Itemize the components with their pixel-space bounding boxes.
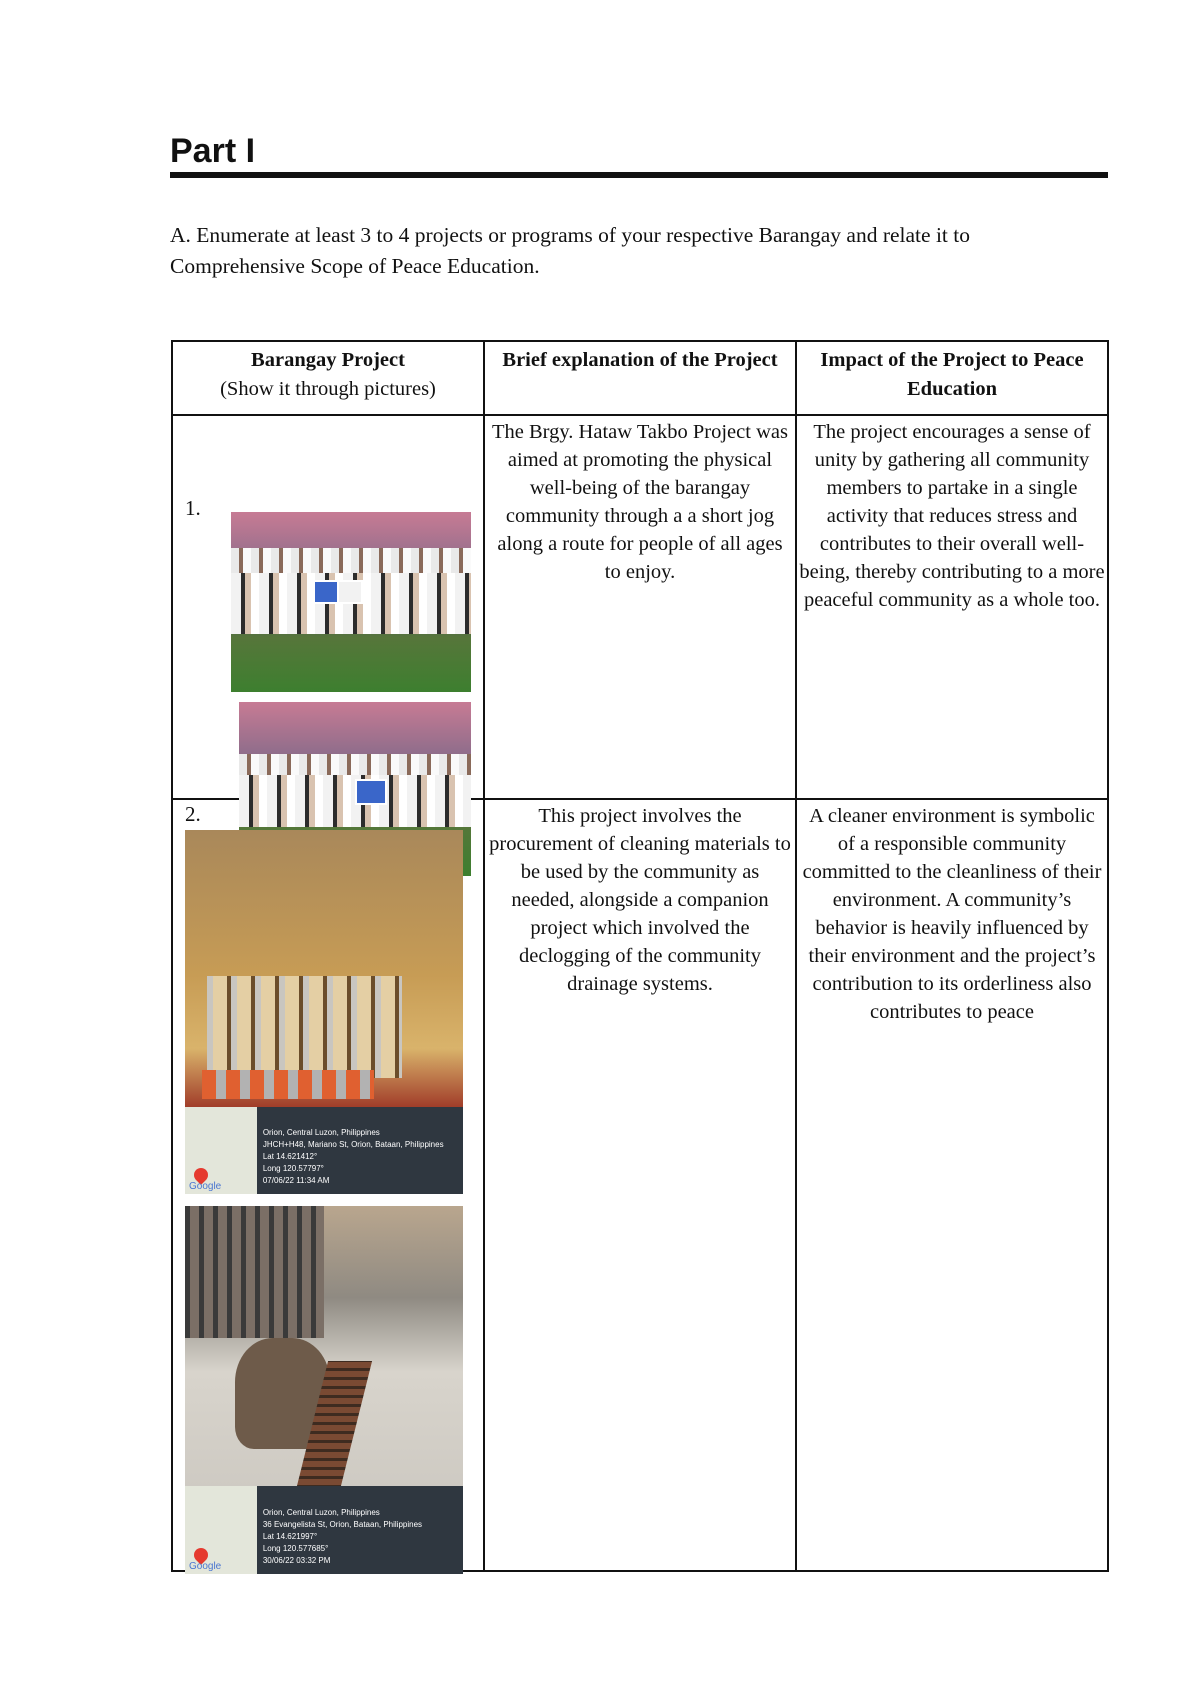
table-header-row (172, 341, 1108, 415)
header-impact: Impact of the Project to Peace Education (796, 341, 1108, 415)
map-thumbnail: Google (185, 1107, 257, 1194)
project-impact: The project encourages a sense of unity by gathering all community members to partake in a single activity that reduces stress and contributes to their overall well-being, thereby contributing to a more peaceful community as a whole too. (796, 415, 1108, 799)
cleaning-materials-photo (185, 830, 463, 1194)
table-row (172, 799, 1108, 1571)
header-col1-title: Barangay Project (251, 349, 405, 371)
row-number: 2. (185, 802, 201, 826)
header-barangay-project (172, 341, 484, 415)
header-brief-explanation: Brief explanation of the Project (484, 341, 796, 415)
table-row (172, 415, 1108, 799)
drainage-declogging-photo (185, 1206, 463, 1574)
jog-group-photo-1 (231, 512, 471, 692)
project-pictures-cell (172, 415, 484, 799)
header-col1-subtitle: (Show it through pictures) (220, 378, 436, 400)
row-number: 1. (185, 496, 201, 520)
part-heading: Part I (170, 132, 256, 170)
project-explanation: The Brgy. Hataw Takbo Project was aimed at promoting the physical well-being of the barangay community through a a short jog along a route for people of all ages to enjoy. (484, 415, 796, 799)
geotag-text: Orion, Central Luzon, Philippines 36 Evangelista St, Orion, Bataan, Philippines Lat 14.621997° Long 120.577685° 30/06/22 03:32 PM (262, 1507, 423, 1565)
project-impact: A cleaner environment is symbolic of a responsible community committed to the cleanliness of their environment. A community’s behavior is heavily influenced by their environment and the project’s contribution to its orderliness also contributes to peace (796, 799, 1108, 1571)
geotag-text: Orion, Central Luzon, Philippines JHCH+H48, Mariano St, Orion, Bataan, Philippines Lat 14.621412° Long 120.57797° 07/06/22 11:34 AM (262, 1127, 444, 1185)
project-pictures-cell (172, 799, 484, 1571)
instruction-text: A. Enumerate at least 3 to 4 projects or programs of your respective Barangay and relate it to Comprehensive Scope of Peace Education. (170, 223, 970, 278)
project-explanation: This project involves the procurement of cleaning materials to be used by the community as needed, alongside a companion project which involved the declogging of the community drainage systems. (484, 799, 796, 1571)
heading-rule (170, 172, 1108, 178)
map-thumbnail: Google (185, 1486, 257, 1574)
projects-table (171, 340, 1109, 1572)
